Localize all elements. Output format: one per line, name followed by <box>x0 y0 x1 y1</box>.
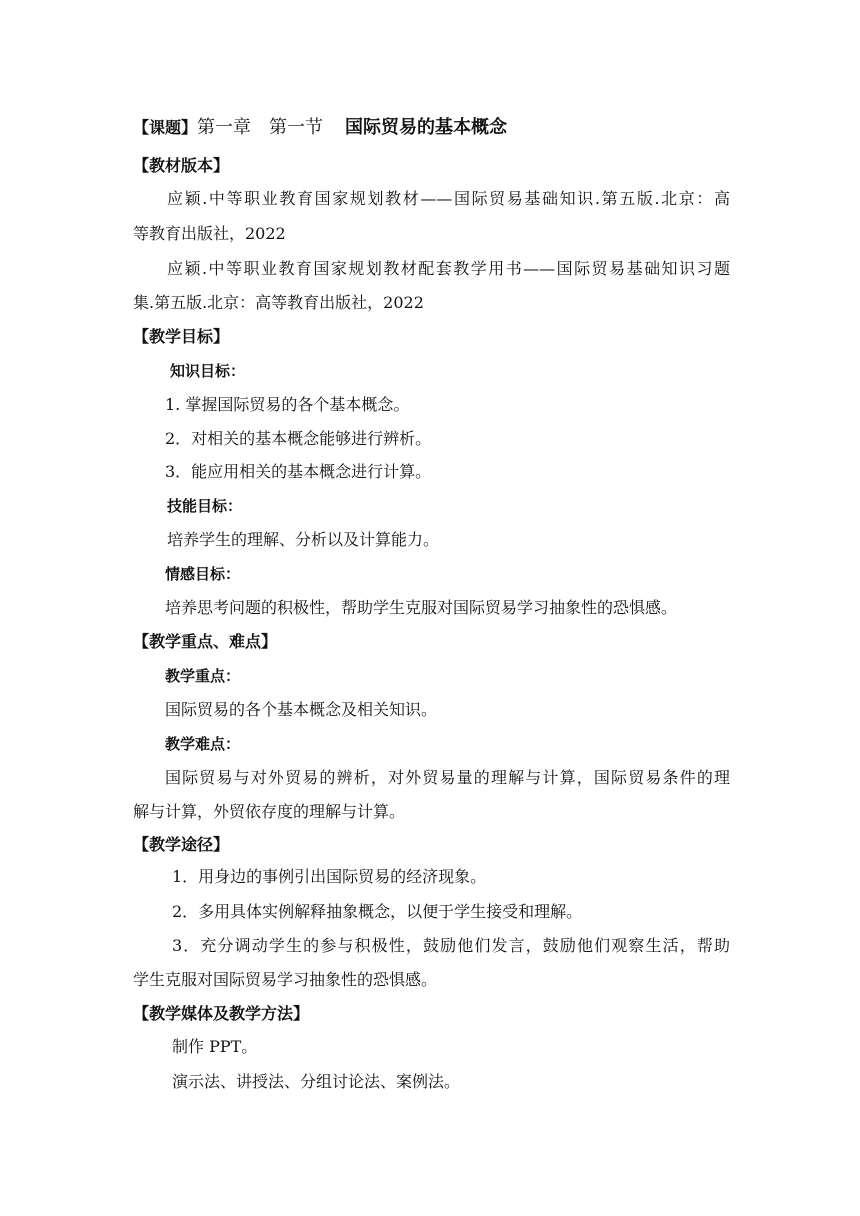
approach-item-3-line1: 3．充分调动学生的参与积极性，鼓励他们发言，鼓励他们观察生活，帮助 <box>172 936 730 955</box>
title-label: 【课题】 <box>133 118 198 137</box>
emotion-goal-label: 情感目标： <box>165 565 241 583</box>
textbook-ref2-line2: 集.第五版.北京：高等教育出版社，2022 <box>133 293 424 312</box>
textbook-ref2-line1: 应颖.中等职业教育国家规划教材配套教学用书——国际贸易基础知识习题 <box>167 259 730 278</box>
knowledge-goal-item-3: 3．能应用相关的基本概念进行计算。 <box>165 462 432 481</box>
lesson-title <box>133 116 733 140</box>
knowledge-goal-item-2: 2．对相关的基本概念能够进行辨析。 <box>165 429 432 448</box>
goals-heading: 【教学目标】 <box>133 327 230 346</box>
difficulty-line2: 解与计算，外贸依存度的理解与计算。 <box>133 802 406 821</box>
textbook-ref1-line1: 应颖.中等职业教育国家规划教材——国际贸易基础知识.第五版.北京：高 <box>167 189 730 208</box>
title-topic: 国际贸易的基本概念 <box>345 117 508 138</box>
title-section: 第一节 <box>269 117 324 138</box>
emotion-goal-text: 培养思考问题的积极性，帮助学生克服对国际贸易学习抽象性的恐惧感。 <box>165 598 678 617</box>
skill-goal-text: 培养学生的理解、分析以及计算能力。 <box>167 530 440 549</box>
approach-item-2: 2．多用具体实例解释抽象概念，以便于学生接受和理解。 <box>172 902 583 921</box>
approach-item-3-line2: 学生克服对国际贸易学习抽象性的恐惧感。 <box>133 970 438 989</box>
focus-text: 国际贸易的各个基本概念及相关知识。 <box>165 700 438 719</box>
keypoints-heading: 【教学重点、难点】 <box>133 632 278 651</box>
skill-goal-label: 技能目标： <box>167 497 243 515</box>
knowledge-goal-item-1: 1. 掌握国际贸易的各个基本概念。 <box>165 395 410 414</box>
focus-label: 教学重点： <box>165 667 241 685</box>
difficulty-label: 教学难点： <box>165 735 241 753</box>
knowledge-goal-label: 知识目标： <box>170 362 246 380</box>
difficulty-line1: 国际贸易与对外贸易的辨析，对外贸易量的理解与计算，国际贸易条件的理 <box>165 768 730 787</box>
media-line2: 演示法、讲授法、分组讨论法、案例法。 <box>172 1072 461 1091</box>
textbook-heading: 【教材版本】 <box>133 156 230 175</box>
textbook-ref1-line2: 等教育出版社，2022 <box>133 224 286 243</box>
media-heading: 【教学媒体及教学方法】 <box>133 1004 310 1023</box>
media-line1: 制作 PPT。 <box>172 1037 258 1056</box>
approach-item-1: 1．用身边的事例引出国际贸易的经济现象。 <box>172 867 487 886</box>
approach-heading: 【教学途径】 <box>133 835 230 854</box>
title-chapter: 第一章 <box>197 117 252 138</box>
